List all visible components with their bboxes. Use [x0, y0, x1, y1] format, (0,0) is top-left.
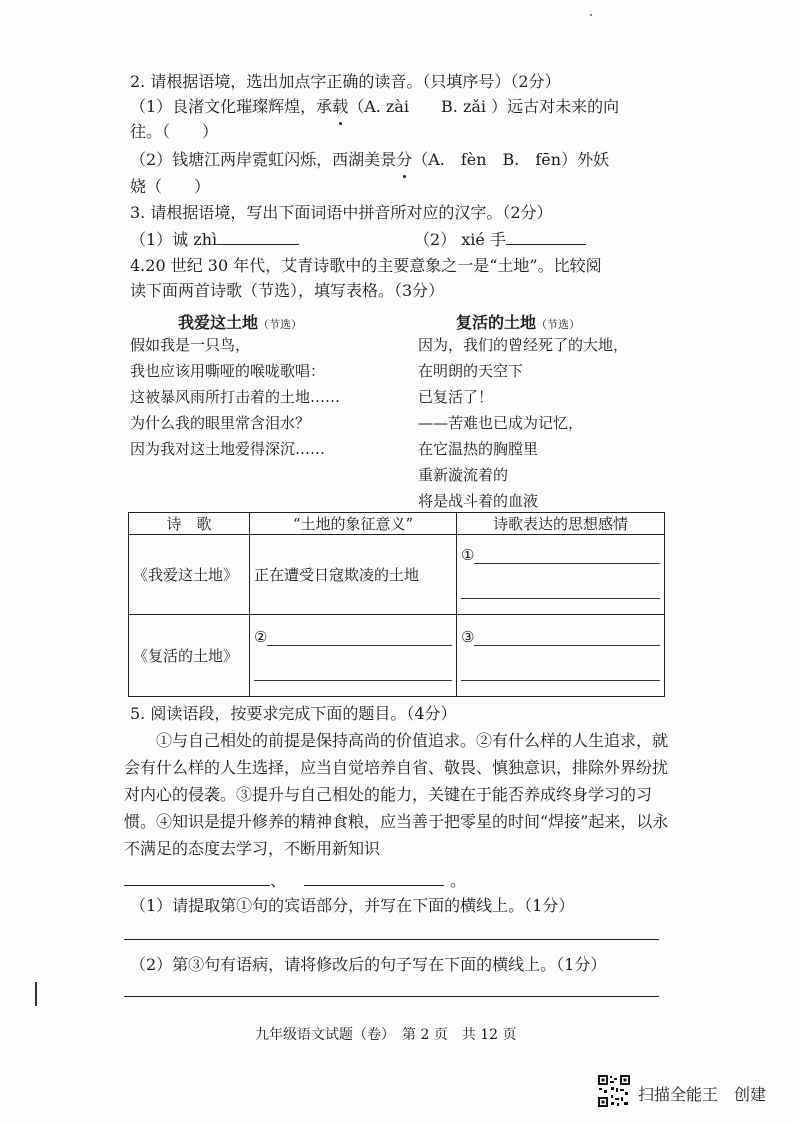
scan-artifact-dot — [590, 14, 592, 16]
poem1-line: 因为我对这土地爱得深沉…… — [130, 440, 326, 458]
poem1-line: 这被暴风雨所打击着的土地…… — [130, 388, 341, 406]
poem1-title — [178, 310, 302, 333]
q3-item1-text: （1）诚 zhì — [130, 230, 218, 249]
answer-mark-3: ③ — [461, 628, 475, 646]
q2-title: 2. 请根据语境，选出加点字正确的读音。（只填序号）（2分） — [130, 72, 561, 91]
q3-item1 — [130, 228, 299, 252]
passage-blank-2[interactable] — [304, 871, 444, 886]
answer-line[interactable] — [474, 623, 660, 646]
answer-mark-2: ② — [254, 628, 268, 646]
answer-line[interactable] — [474, 541, 660, 564]
page-footer: 九年级语文试题（卷） 第 2 页 共 12 页 — [255, 1027, 517, 1043]
passage-end: 。 — [450, 871, 467, 890]
q5-passage: ①与自己相处的前提是保持高尚的价值追求。②有什么样的人生追求，就会有什么样的人生选择，应当自觉培养自省、敬畏、慎独意识，排除外界纷扰对内心的侵袭。③提升与自己相处的能力，关键在于能否养成终身学习的习惯。④知识是提升修养的精神食粮，应当善于把零星的时间“焊接”起来，以永不满足的态度去学习，不断用新知识 — [124, 731, 669, 858]
answer-line[interactable] — [267, 623, 452, 646]
q3-title: 3. 请根据语境，写出下面词语中拼音所对应的汉字。（2分） — [130, 203, 553, 222]
q5-title: 5. 阅读语段，按要求完成下面的题目。（4分） — [130, 704, 457, 723]
table-header-row — [129, 513, 665, 535]
q2-item1 — [130, 95, 619, 119]
q3-item2 — [414, 228, 586, 252]
q5-blank-row — [124, 868, 466, 891]
poem2-body — [418, 332, 628, 514]
poem1-body — [130, 332, 340, 462]
poem1-line: 假如我是一只鸟， — [130, 336, 251, 354]
poem2-line: 已复活了！ — [418, 388, 494, 406]
q5-sub2: （2）第③句有语病，请将修改后的句子写在下面的横线上。（1分） — [130, 955, 607, 974]
poem2-line: 将是战斗着的血液 — [418, 492, 539, 510]
poem2-line: 重新漩流着的 — [418, 466, 509, 484]
table-cell-feeling-3[interactable] — [457, 615, 665, 697]
poem1-title-note: （节选） — [258, 318, 303, 331]
answer-line[interactable] — [461, 658, 660, 681]
table-row — [129, 535, 665, 615]
poem2-title-note: （节选） — [536, 318, 581, 331]
watermark-text: 扫描全能王 创建 — [638, 1085, 767, 1104]
passage-blank-1[interactable] — [124, 871, 270, 886]
table-cell-meaning: 正在遭受日寇欺凌的土地 — [250, 535, 457, 615]
poem1-title-text: 我爱这土地 — [178, 313, 259, 332]
q3-item2-blank[interactable] — [506, 228, 586, 245]
poem2-line: 在明朗的天空下 — [418, 362, 524, 380]
answer-mark-1: ① — [461, 546, 475, 564]
answer-line[interactable] — [254, 658, 452, 681]
table-header-poem: 诗 歌 — [129, 513, 250, 535]
qr-code-icon — [597, 1074, 631, 1108]
table-cell-poem: 《复活的土地》 — [129, 615, 250, 697]
q4-title-line1: 4.20 世纪 30 年代，艾青诗歌中的主要意象之一是“土地”。比较阅 — [130, 256, 602, 275]
table-cell-meaning-2[interactable] — [250, 615, 457, 697]
poem2-title-text: 复活的土地 — [456, 313, 537, 332]
table-cell-feeling-1[interactable] — [457, 535, 665, 615]
q5-sub2-answer-line[interactable] — [124, 996, 659, 997]
q5-sub1: （1）请提取第①句的宾语部分，并写在下面的横线上。（1分） — [130, 896, 575, 915]
comparison-table — [128, 512, 665, 697]
q2-item1-cont: 往。（ ） — [130, 122, 219, 141]
q2-item2-dotted-char: 分 — [396, 148, 412, 172]
poem2-title — [456, 310, 580, 333]
table-header-feeling: 诗歌表达的思想感情 — [457, 513, 665, 535]
scan-artifact-line — [35, 982, 37, 1006]
poem2-line: ——苦难也已成为记忆， — [418, 414, 584, 432]
q2-item2-text-a: （2）钱塘江两岸霓虹闪烁，西湖美景 — [130, 150, 397, 169]
q2-item1-text-a: （1）良渚文化璀璨辉煌，承 — [130, 97, 333, 116]
q5-sub1-answer-line[interactable] — [124, 939, 659, 940]
poem2-line: 因为，我们的曾经死了的大地， — [418, 336, 629, 354]
q4-title-line2: 读下面两首诗歌（节选），填写表格。（3分） — [130, 281, 445, 300]
q2-item1-text-b: （A. zài B. zǎi ）远古对未来的向 — [348, 97, 620, 116]
q3-item2-text: （2） xié 手 — [414, 230, 506, 249]
table-header-meaning: “土地的象征意义” — [250, 513, 457, 535]
answer-line[interactable] — [461, 576, 660, 599]
table-row — [129, 615, 665, 697]
blank-separator: 、 — [270, 871, 287, 890]
poem1-line: 为什么我的眼里常含泪水？ — [130, 414, 311, 432]
poem2-line: 在它温热的胸膛里 — [418, 440, 539, 458]
q3-item1-blank[interactable] — [217, 228, 299, 245]
q2-item1-dotted-char: 载 — [332, 95, 348, 119]
q2-item2-text-b: （A. fèn B. fēn）外妖 — [412, 150, 610, 169]
table-cell-poem: 《我爱这土地》 — [129, 535, 250, 615]
q2-item2-cont: 娆（ ） — [130, 177, 211, 196]
q2-item2 — [130, 148, 609, 172]
poem1-line: 我也应该用嘶哑的喉咙歌唱： — [130, 362, 326, 380]
